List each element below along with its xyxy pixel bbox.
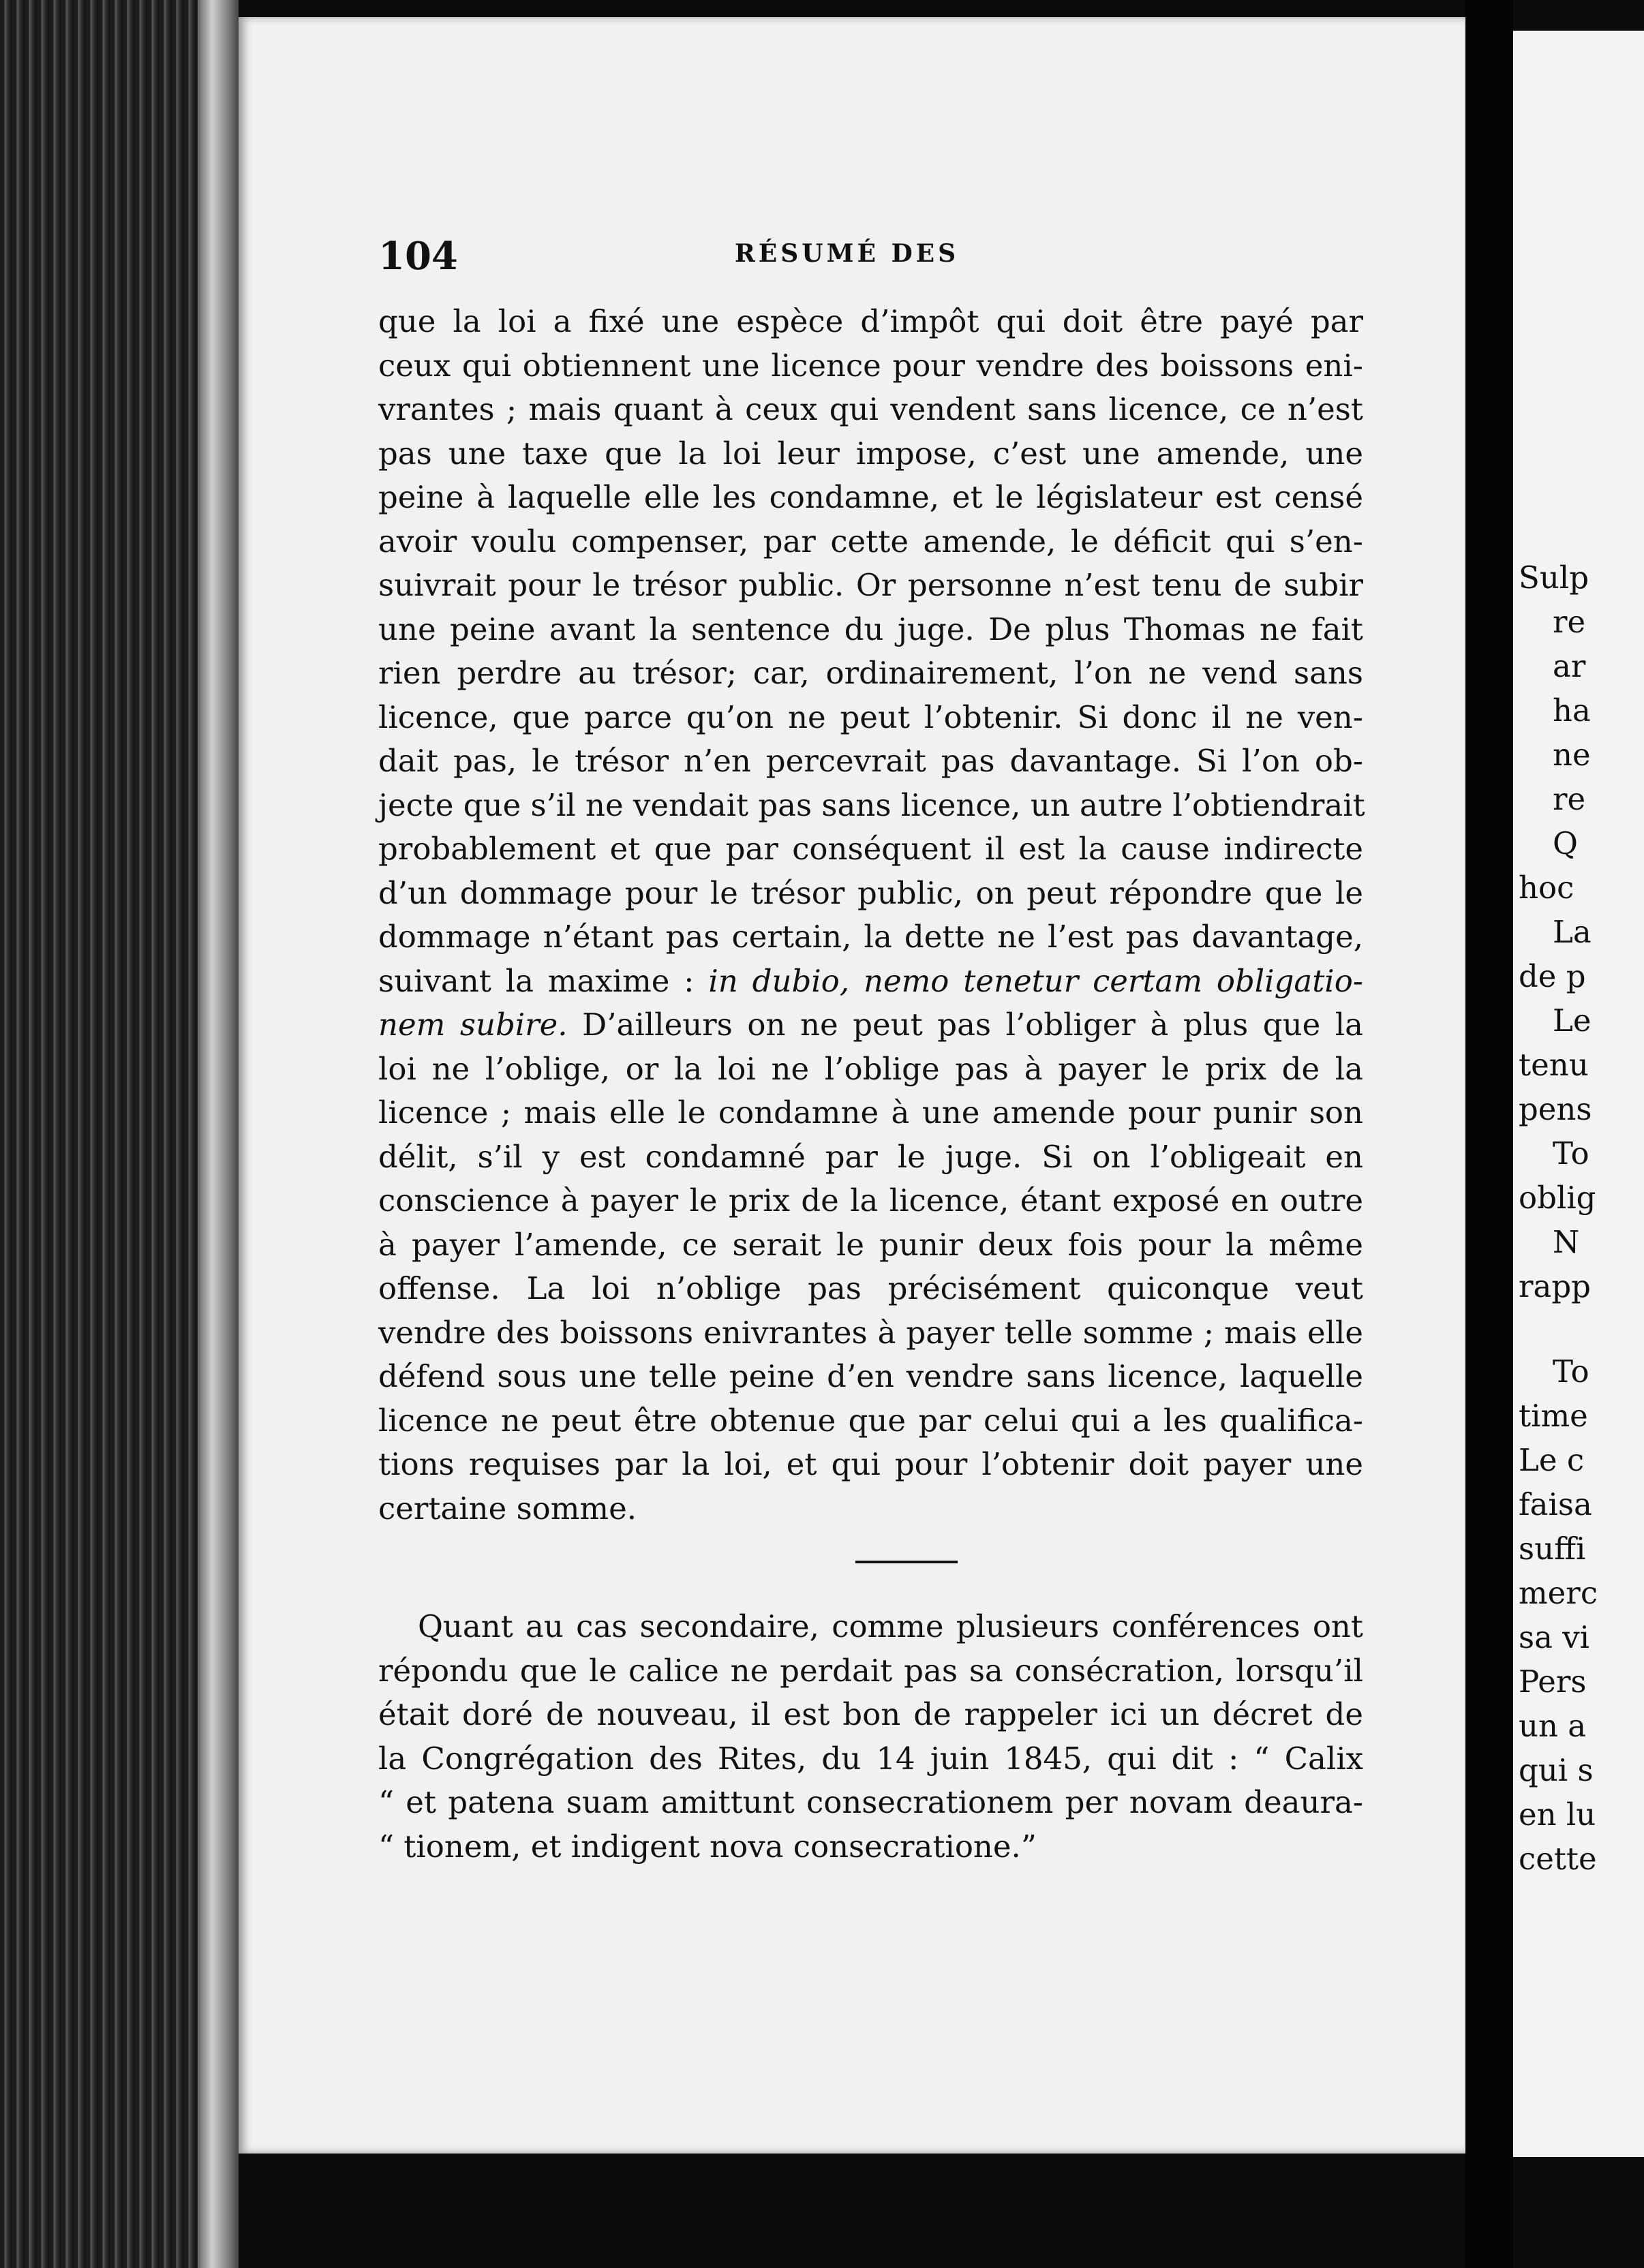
- facing-fragment: un a: [1519, 1708, 1587, 1744]
- facing-fragment: Le: [1553, 1002, 1592, 1039]
- page-gutter: [1465, 0, 1513, 2268]
- facing-fragment: cette: [1519, 1841, 1597, 1877]
- facing-fragment: To: [1553, 1353, 1589, 1390]
- facing-fragment: en lu: [1519, 1796, 1596, 1833]
- text-line: pas une taxe que la loi leur impose, c’est une amende, une: [378, 435, 1363, 472]
- page-header: [378, 234, 1315, 279]
- text-line: délit, s’il y est condamné par le juge. Si on l’obligeait en: [378, 1138, 1363, 1175]
- facing-fragment: re: [1553, 604, 1586, 640]
- maxim-rest: D’ailleurs on ne peut pas l’obliger à plus que la: [567, 1007, 1363, 1043]
- facing-fragment: time: [1519, 1398, 1588, 1434]
- facing-fragment: Q: [1553, 825, 1578, 861]
- facing-page: [1513, 31, 1644, 2157]
- text-line: suivrait pour le trésor public. Or personne n’est tenu de subir: [378, 567, 1363, 603]
- text-line: “ tionem, et indigent nova consecratione.”: [378, 1828, 1037, 1865]
- paragraph-main: [378, 300, 1363, 1531]
- text-line: licence ; mais elle le condamne à une amende pour punir son: [378, 1094, 1363, 1131]
- text-line: avoir voulu compenser, par cette amende, le déficit qui s’en-: [378, 523, 1363, 560]
- text-line: vendre des boissons enivrantes à payer telle somme ; mais elle: [378, 1314, 1363, 1351]
- facing-fragment: To: [1553, 1135, 1589, 1171]
- facing-fragment: ne: [1553, 737, 1591, 773]
- facing-fragment: ha: [1553, 692, 1591, 729]
- facing-fragment: merc: [1519, 1575, 1598, 1611]
- text-line: peine à laquelle elle les condamne, et le législateur est censé: [378, 479, 1363, 515]
- page-number: 104: [378, 234, 458, 279]
- text-line: d’un dommage pour le trésor public, on peut répondre que le: [378, 874, 1363, 911]
- facing-fragment: rapp: [1519, 1268, 1591, 1304]
- book-page: [239, 17, 1465, 2154]
- text-line: une peine avant la sentence du juge. De plus Thomas ne fait: [378, 611, 1363, 647]
- section-divider: [855, 1561, 958, 1563]
- text-line: rien perdre au trésor; car, ordinairement, l’on ne vend sans: [378, 655, 1363, 691]
- text-line: loi ne l’oblige, or la loi ne l’oblige pas à payer le prix de la: [378, 1050, 1363, 1087]
- text-line: certaine somme.: [378, 1490, 637, 1527]
- facing-fragment: de p: [1519, 958, 1586, 994]
- latin-maxim-end: nem subire.: [378, 1007, 568, 1043]
- binding-edge: [198, 0, 239, 2268]
- text-line: la Congrégation des Rites, du 14 juin 1845, qui dit : “ Calix: [378, 1740, 1363, 1777]
- text-line: Quant au cas secondaire, comme plusieurs conférences ont: [418, 1608, 1363, 1644]
- facing-fragment: hoc: [1519, 870, 1574, 906]
- facing-fragment: qui s: [1519, 1752, 1594, 1788]
- facing-fragment: Pers: [1519, 1664, 1587, 1700]
- facing-fragment: pens: [1519, 1091, 1592, 1127]
- facing-fragment: faisa: [1519, 1486, 1592, 1522]
- maxim-line-2: [378, 1003, 1363, 1047]
- facing-fragment: sa vi: [1519, 1619, 1590, 1655]
- text-line: dommage n’étant pas certain, la dette ne l’est pas davantage,: [378, 919, 1363, 955]
- text-line: offense. La loi n’oblige pas précisément quiconque veut: [378, 1270, 1363, 1306]
- facing-fragment: Le c: [1519, 1442, 1585, 1478]
- running-title: RÉSUMÉ DES: [734, 239, 960, 268]
- facing-fragment: oblig: [1519, 1180, 1596, 1216]
- facing-fragment: N: [1553, 1224, 1580, 1260]
- latin-maxim: in dubio, nemo tenetur certam obligatio-: [708, 962, 1363, 999]
- text-line: vrantes ; mais quant à ceux qui vendent sans licence, ce n’est: [378, 391, 1363, 427]
- text-line: ceux qui obtiennent une licence pour vendre des boissons eni-: [378, 347, 1363, 384]
- paragraph-secondary: [378, 1605, 1363, 1869]
- facing-fragment: ar: [1553, 648, 1586, 684]
- text-line: “ et patena suam amittunt consecrationem per novam deaura-: [378, 1784, 1363, 1820]
- text-line: que la loi a fixé une espèce d’impôt qui doit être payé par: [378, 303, 1363, 339]
- text-line: jecte que s’il ne vendait pas sans licence, un autre l’obtiendrait: [378, 786, 1365, 823]
- text-line: était doré de nouveau, il est bon de rappeler ici un décret de: [378, 1696, 1363, 1732]
- facing-fragment: Sulp: [1519, 560, 1589, 596]
- text-line: conscience à payer le prix de la licence, étant exposé en outre: [378, 1182, 1363, 1219]
- facing-fragment: suffi: [1519, 1531, 1586, 1567]
- text-line: répondu que le calice ne perdait pas sa consécration, lorsqu’il: [378, 1652, 1363, 1689]
- text-line: licence, que parce qu’on ne peut l’obtenir. Si donc il ne ven-: [378, 699, 1363, 735]
- facing-fragment: tenu: [1519, 1047, 1589, 1083]
- text-line: probablement et que par conséquent il est la cause indirecte: [378, 831, 1363, 867]
- text-line: à payer l’amende, ce serait le punir deux fois pour la même: [378, 1226, 1363, 1263]
- facing-fragment: La: [1553, 914, 1592, 950]
- text-line: dait pas, le trésor n’en percevrait pas davantage. Si l’on ob-: [378, 743, 1363, 779]
- text-line: tions requises par la loi, et qui pour l’obtenir doit payer une: [378, 1446, 1363, 1482]
- maxim-line: [378, 960, 1363, 1004]
- text-line: défend sous une telle peine d’en vendre sans licence, laquelle: [378, 1358, 1363, 1394]
- text-line: licence ne peut être obtenue que par celui qui a les qualifica-: [378, 1402, 1363, 1439]
- facing-fragment: re: [1553, 781, 1586, 817]
- maxim-prefix: suivant la maxime :: [378, 962, 709, 999]
